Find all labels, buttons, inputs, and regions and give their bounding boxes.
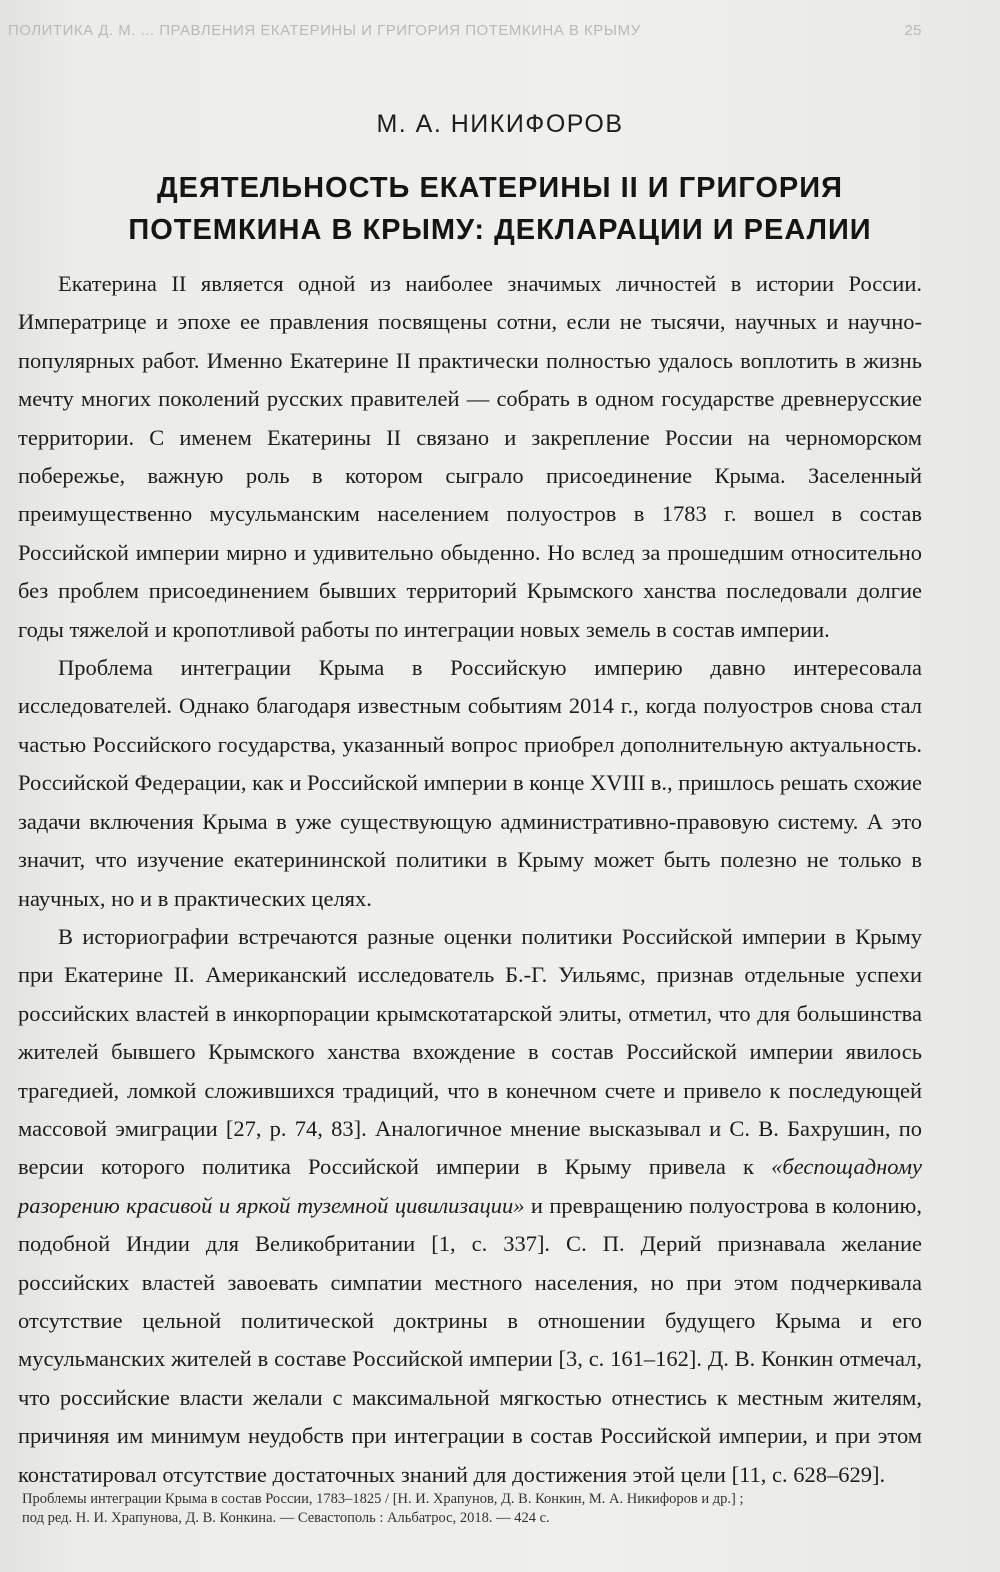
article-title [40, 167, 960, 251]
page-number: 25 [904, 22, 922, 39]
article-author: М. А. НИКИФОРОВ [376, 110, 624, 138]
article-title-line-2: ПОТЕМКИНА В КРЫМУ: ДЕКЛАРАЦИИ И РЕАЛИИ [128, 214, 872, 246]
article-body [18, 265, 922, 1494]
article-title-line-1: ДЕЯТЕЛЬНОСТЬ ЕКАТЕРИНЫ II И ГРИГОРИЯ [157, 172, 843, 204]
paragraph-3-text-b: и превращению полуострова в колонию, подобной Индии для Великобритании [1, с. 337]. С. П. Дерий признавала желание российских властей завоевать симпатии местного населения, но при этом подчеркивала отсутствие цельной политической доктрины в отношении будущего Крыма и его мусульманских жителей в составе Российской империи [3, с. 161–162]. Д. В. Конкин отмечал, что российские власти желали с максимальной мягкостью отнестись к местным жителям, причиняя им минимум неудобств при интеграции в состав Российской империи, и при этом констатировал отсутствие достаточных знаний для достижения этой цели [11, с. 628–629]. [18, 1192, 922, 1487]
paragraph-3-text-a: В историографии встречаются разные оценки политики Российской империи в Крыму при Екатерине II. Американский исследователь Б.-Г. Уильямс, признав отдельные успехи российских властей в инкорпорации крымскотатарской элиты, отметил, что для большинства жителей бывшего Крымского ханства вхождение в состав Российской империи явилось трагедией, ломкой сложившихся традиций, что в конечном счете и привело к последующей массовой эмиграции [27, p. 74, 83]. Аналогичное мнение высказывал и С. В. Бахрушин, по версии которого политика Российской империи в Крыму привела к [18, 923, 922, 1180]
paragraph-3-quote: «беспощадному разорению красивой и яркой туземной цивилизации» [18, 1154, 922, 1218]
citation-line-2: под ред. Н. И. Храпунова, Д. В. Конкина. — Севастополь : Альбатрос, 2018. — 424 с. [22, 1510, 550, 1526]
paragraph-2: Проблема интеграции Крыма в Российскую империю давно интересовала исследователей. Однако благодаря известным событиям 2014 г., когда полуостров снова стал частью Российского государства, указанный вопрос приобрел дополнительную актуальность. Российской Федерации, как и Российской империи в конце XVIII в., пришлось решать схожие задачи включения Крыма в уже существующую административно-правовую систему. А это значит, что изучение екатерининской политики в Крыму может быть полезно не только в научных, но и в практических целях. [18, 655, 922, 911]
citation-line-1: Проблемы интеграции Крыма в состав России, 1783–1825 / [Н. И. Храпунов, Д. В. Конкин, М. А. Никифоров и др.] ; [22, 1491, 744, 1507]
paragraph-1: Екатерина II является одной из наиболее значимых личностей в истории России. Императрице и эпохе ее правления посвящены сотни, если не тысячи, научных и научно-популярных работ. Именно Екатерине II практически полностью удалось воплотить в жизнь мечту многих поколений русских правителей — собрать в одном государстве древнерусские территории. С именем Екатерины II связано и закрепление России на черноморском побережье, важную роль в котором сыграло присоединение Крыма. Заселенный преимущественно мусульманским населением полуостров в 1783 г. вошел в состав Российской империи мирно и удивительно обыденно. Но вслед за прошедшим относительно без проблем присоединением бывших территорий Крымского ханства последовали долгие годы тяжелой и кропотливой работы по интеграции новых земель в состав империи. [18, 271, 922, 642]
citation-footer [22, 1490, 922, 1528]
paragraph-3 [18, 918, 922, 1494]
running-header-bleed [8, 22, 992, 39]
running-header-text: ПОЛИТИКА Д. М. ... ПРАВЛЕНИЯ ЕКАТЕРИНЫ И ГРИГОРИЯ ПОТЕМКИНА В КРЫМУ [8, 22, 641, 39]
